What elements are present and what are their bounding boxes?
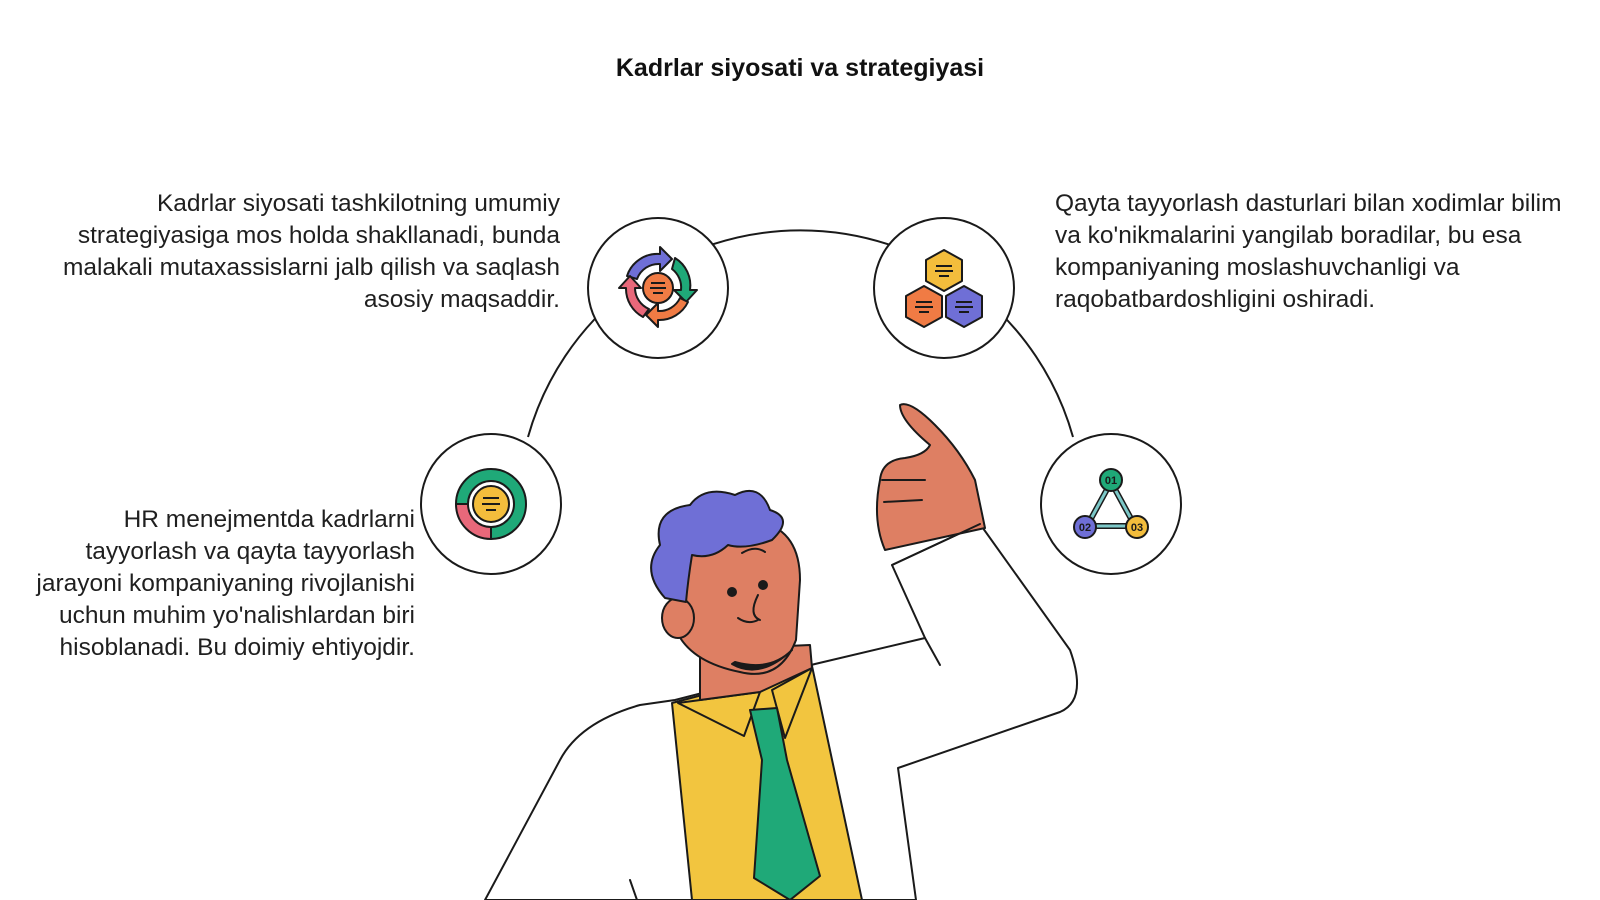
note-top-right: Qayta tayyorlash dasturlari bilan xodimlar bilim va ko'nikmalarini yangilab boradilar, bu esa kompaniyaning moslashuvchanligi va raqobatbardoshligini oshiradi. (1055, 190, 1562, 313)
node-network (1041, 434, 1181, 574)
note-top-left: Kadrlar siyosati tashkilotning umumiy strategiyasiga mos holda shakllanadi, bunda malakali mutaxassislarni jalb qilish va saqlash asosiy maqsaddir. (62, 190, 560, 313)
eye-right (759, 581, 767, 589)
network-label-3: 03 (1130, 522, 1144, 534)
note-bottom-left: HR menejmentda kadrlarni tayyorlash va qayta tayyorlash jarayoni kompaniyaning rivojlanishi uchun muhim yo'nalishlardan biri hisoblanadi. Bu doimiy ehtiyojdir. (36, 506, 415, 661)
ear (662, 598, 694, 638)
network-label-1: 01 (1104, 475, 1118, 487)
node-hexagons (874, 218, 1014, 358)
node-circle (1041, 434, 1181, 574)
page-title: Kadrlar siyosati va strategiyasi (615, 54, 985, 82)
node-donut (421, 434, 561, 574)
network-label-2: 02 (1078, 522, 1092, 534)
progress-ring-icon (456, 469, 526, 539)
node-cycle (588, 218, 728, 358)
eye-left (728, 588, 736, 596)
person-illustration (485, 404, 1077, 900)
